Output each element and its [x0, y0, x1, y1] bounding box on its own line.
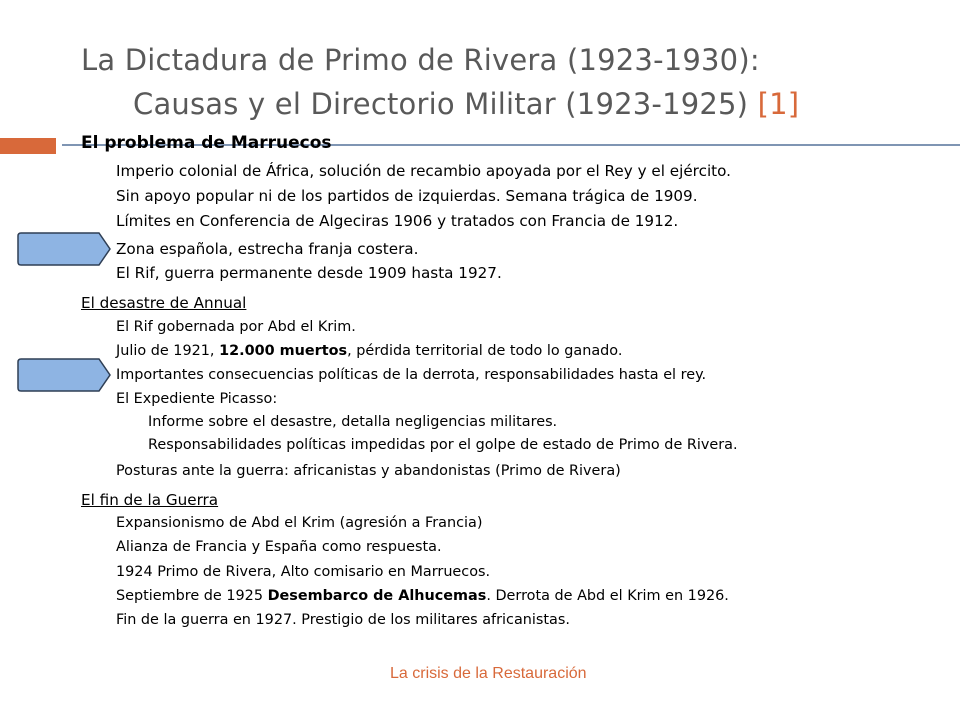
emphasis-alhucemas: Desembarco de Alhucemas: [267, 588, 487, 604]
section-heading-annual: El desastre de Annual: [81, 294, 247, 312]
list-item: Septiembre de 1925 Desembarco de Alhucemas. Derrota de Abd el Krim en 1926.: [116, 588, 729, 604]
arrow-shape-icon: [17, 356, 113, 394]
list-item: El Expediente Picasso:: [116, 391, 278, 407]
title-reference: [1]: [757, 87, 800, 121]
section-heading-marruecos: El problema de Marruecos: [81, 133, 332, 153]
list-item: Posturas ante la guerra: africanistas y abandonistas (Primo de Rivera): [116, 463, 621, 479]
list-item: Alianza de Francia y España como respuesta.: [116, 539, 442, 555]
sub-list-item: Informe sobre el desastre, detalla negligencias militares.: [148, 414, 558, 430]
list-item: Imperio colonial de África, solución de recambio apoyada por el Rey y el ejército.: [116, 162, 731, 180]
arrow-shape-icon: [17, 230, 113, 268]
title-line-2: [133, 82, 799, 126]
list-item: Sin apoyo popular ni de los partidos de izquierdas. Semana trágica de 1909.: [116, 187, 698, 205]
slide-footer: La crisis de la Restauración: [390, 665, 587, 682]
list-item: Julio de 1921, 12.000 muertos, pérdida territorial de todo lo ganado.: [116, 343, 623, 359]
emphasis-muertos: 12.000 muertos: [219, 343, 348, 359]
accent-bar: [0, 138, 56, 154]
section-heading-fin-guerra: El fin de la Guerra: [81, 491, 219, 509]
list-item: Fin de la guerra en 1927. Prestigio de los militares africanistas.: [116, 612, 570, 628]
sub-list-item: Responsabilidades políticas impedidas por el golpe de estado de Primo de Rivera.: [148, 437, 738, 453]
list-item: 1924 Primo de Rivera, Alto comisario en Marruecos.: [116, 564, 491, 580]
list-item: Zona española, estrecha franja costera.: [116, 240, 419, 258]
list-item: El Rif, guerra permanente desde 1909 hasta 1927.: [116, 264, 502, 282]
list-item: Importantes consecuencias políticas de la derrota, responsabilidades hasta el rey.: [116, 367, 707, 383]
list-item: El Rif gobernada por Abd el Krim.: [116, 319, 356, 335]
title-line-1: La Dictadura de Primo de Rivera (1923-1930):: [81, 43, 760, 77]
list-item: Expansionismo de Abd el Krim (agresión a Francia): [116, 515, 483, 531]
list-item: Límites en Conferencia de Algeciras 1906 y tratados con Francia de 1912.: [116, 212, 679, 230]
title-line-2-main: Causas y el Directorio Militar (1923-1925): [133, 87, 758, 121]
